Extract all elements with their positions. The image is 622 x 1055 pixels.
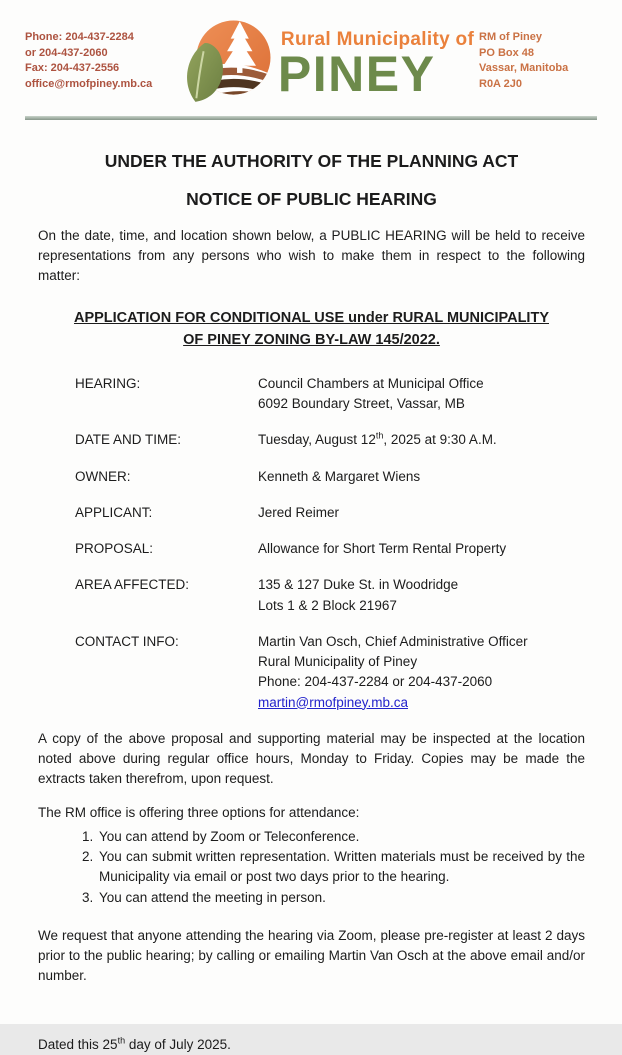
dated-line — [38, 1035, 585, 1055]
attendance-intro: The RM office is offering three options for attendance: — [38, 804, 360, 820]
area-affected-value — [258, 575, 585, 616]
letterhead-contact-left — [25, 16, 177, 92]
applicant-value: Jered Reimer — [258, 504, 340, 520]
area-line2: Lots 1 & 2 Block 21967 — [258, 597, 397, 613]
dated-pre: Dated this 25 — [38, 1036, 118, 1052]
area-affected-label: AREA AFFECTED: — [75, 577, 190, 593]
dated-post: day of July 2025. — [125, 1036, 231, 1052]
piney-logo-icon — [182, 16, 274, 110]
owner-value: Kenneth & Margaret Wiens — [258, 468, 421, 484]
notice-title-line2: NOTICE OF PUBLIC HEARING — [186, 189, 437, 210]
phone-line-2: or 204-437-2060 — [25, 46, 108, 59]
detail-row-owner — [75, 467, 585, 487]
date-time-value — [258, 430, 585, 450]
letterhead — [0, 0, 622, 110]
date-time-post: , 2025 at 9:30 A.M. — [383, 432, 497, 448]
application-heading-line1: APPLICATION FOR CONDITIONAL USE under RURAL MUNICIPALITY — [73, 310, 549, 327]
logo-brand-name: PINEY — [277, 45, 436, 102]
zoom-preregister-paragraph: We request that anyone attending the hearing via Zoom, please pre-register at least 2 days prior to the public hearing; by calling or emailing Martin Van Osch at the above email and/or number. — [38, 927, 585, 984]
detail-row-date-time — [75, 430, 585, 450]
contact-name-line: Martin Van Osch, Chief Administrative Officer — [258, 633, 528, 649]
contact-phone-line: Phone: 204-437-2284 or 204-437-2060 — [258, 674, 493, 690]
copy-inspection-paragraph: A copy of the above proposal and supporting material may be inspected at the location noted above during regular office hours, Monday to Friday. Copies may be made the extracts taken therefrom, upon request. — [38, 730, 585, 787]
municipality-logo — [177, 16, 479, 110]
contact-municipality-line: Rural Municipality of Piney — [258, 654, 418, 669]
proposal-label: PROPOSAL: — [75, 541, 154, 556]
po-box-line: PO Box 48 — [479, 46, 535, 59]
detail-row-proposal — [75, 539, 585, 559]
hearing-location-line1: Council Chambers at Municipal Office — [258, 375, 484, 391]
notice-title-line1: UNDER THE AUTHORITY OF THE PLANNING ACT — [104, 151, 519, 171]
date-ordinal: th — [375, 430, 384, 441]
contact-email-link[interactable]: martin@rmofpiney.mb.ca — [258, 694, 408, 710]
attendance-option-3: 3. You can attend the meeting in person. — [97, 888, 585, 908]
date-time-pre: Tuesday, August 12 — [258, 432, 376, 448]
owner-label: OWNER: — [75, 468, 131, 484]
application-heading — [38, 308, 585, 352]
rm-name-line: RM of Piney — [479, 31, 542, 43]
notice-body — [0, 120, 622, 1055]
logo-tagline: Rural Municipality of — [280, 29, 475, 50]
area-line1: 135 & 127 Duke St. in Woodridge — [258, 577, 459, 593]
hearing-label: HEARING: — [75, 375, 141, 391]
contact-info-value — [258, 632, 585, 713]
proposal-value: Allowance for Short Term Rental Property — [258, 541, 507, 556]
fax-line: Fax: 204-437-2556 — [25, 62, 120, 75]
office-email: office@rmofpiney.mb.ca — [25, 77, 153, 90]
dated-ordinal: th — [117, 1035, 126, 1045]
detail-row-applicant — [75, 503, 585, 523]
postal-code-line: R0A 2J0 — [479, 77, 523, 90]
detail-row-hearing — [75, 374, 585, 415]
detail-row-area-affected — [75, 575, 585, 616]
letterhead-contact-right — [479, 16, 597, 92]
attendance-option-1: 1. You can attend by Zoom or Teleconference. — [97, 827, 585, 847]
attendance-option-2: 2. You can submit written representation. Written materials must be received by the Municipality via email or post two days prior to the hearing. — [97, 847, 585, 888]
city-line: Vassar, Manitoba — [479, 62, 569, 75]
logo-text — [277, 16, 475, 102]
hearing-location-line2: 6092 Boundary Street, Vassar, MB — [258, 396, 465, 411]
phone-line-1: Phone: 204-437-2284 — [25, 31, 134, 43]
applicant-label: APPLICANT: — [75, 504, 153, 520]
intro-paragraph: On the date, time, and location shown below, a PUBLIC HEARING will be held to receive representations from any persons who wish to make them in respect to the following matter: — [38, 227, 585, 283]
application-heading-line2: OF PINEY ZONING BY-LAW 145/2022. — [183, 332, 440, 348]
attendance-options-list — [38, 827, 585, 908]
date-time-label: DATE AND TIME: — [75, 432, 182, 448]
hearing-value — [258, 374, 585, 415]
contact-info-label: CONTACT INFO: — [75, 633, 179, 649]
detail-row-contact-info — [75, 632, 585, 713]
hearing-details — [75, 374, 585, 713]
